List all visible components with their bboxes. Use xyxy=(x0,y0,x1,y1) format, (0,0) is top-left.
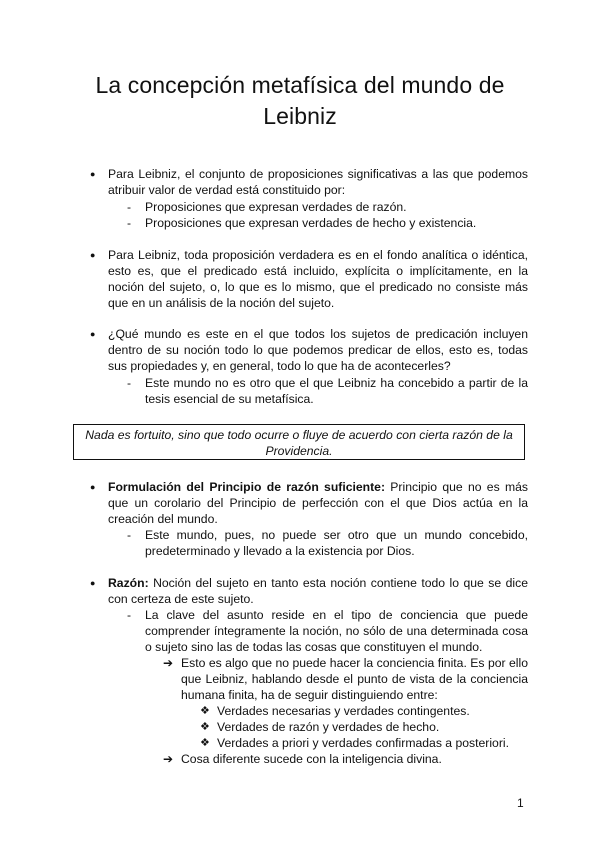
arrow-right-icon: ➔ xyxy=(163,656,174,670)
subitem-1-2: Proposiciones que expresan verdades de hecho y existencia. xyxy=(145,216,477,230)
diamond-item-3: Verdades a priori y verdades confirmadas a posteriori. xyxy=(217,736,509,750)
arrow-item-1: Esto es algo que no puede hacer la conciencia finita. Es por ello que Leibniz, hablando desde el punto de vista de la conciencia humana finita, ha de seguir distinguiendo entre: xyxy=(181,656,528,702)
bold-lead: Razón: xyxy=(108,576,149,590)
bold-lead: Formulación del Principio de razón suficiente: xyxy=(108,480,386,494)
page-number: 1 xyxy=(517,796,524,810)
paragraph-text: Noción del sujeto en tanto esta noción contiene todo lo que se dice con certeza de este sujeto. xyxy=(108,576,528,606)
paragraph-text: Principio que no es más que un corolario del Principio de perfección con el que Dios actúa en la creación del mundo. xyxy=(108,480,528,526)
paragraph-5 xyxy=(108,479,528,527)
bullet-icon: ● xyxy=(90,250,96,260)
paragraph-2: Para Leibniz, toda proposición verdadera es en el fondo analítica o idéntica, esto es, que el predicado está incluido, explícita o implícitamente, en la noción del sujeto, o, lo que es lo mismo, que el predicado no consiste más que en un análisis de la noción del sujeto. xyxy=(108,248,528,310)
bullet-icon: ● xyxy=(90,169,96,179)
dash-icon: - xyxy=(127,376,132,390)
subitem-5-1: Este mundo, pues, no puede ser otro que un mundo concebido, predeterminado y llevado a la existencia por Dios. xyxy=(145,528,528,558)
arrow-item-2: Cosa diferente sucede con la inteligencia divina. xyxy=(181,752,442,766)
dash-icon: - xyxy=(127,200,132,214)
quote-box: Nada es fortuito, sino que todo ocurre o fluye de acuerdo con cierta razón de la Providencia. xyxy=(73,424,525,460)
bullet-icon: ● xyxy=(90,482,96,492)
subitem-1-1: Proposiciones que expresan verdades de razón. xyxy=(145,200,407,214)
diamond-item-1: Verdades necesarias y verdades contingentes. xyxy=(217,704,470,718)
dash-icon: - xyxy=(127,216,132,230)
diamond-icon: ❖ xyxy=(200,721,210,733)
bullet-icon: ● xyxy=(90,329,96,339)
subitem-3-1: Este mundo no es otro que el que Leibniz ha concebido a partir de la tesis esencial de su metafísica. xyxy=(145,376,528,406)
paragraph-1: Para Leibniz, el conjunto de proposiciones significativas a las que podemos atribuir valor de verdad está constituido por: xyxy=(108,167,528,197)
subitem-6-1: La clave del asunto reside en el tipo de conciencia que puede comprender íntegramente la noción, no sólo de una determinada cosa o sujeto sino las de todas las cosas que constituyen el mundo. xyxy=(145,608,528,654)
dash-icon: - xyxy=(127,608,132,622)
paragraph-6 xyxy=(108,575,528,607)
diamond-item-2: Verdades de razón y verdades de hecho. xyxy=(217,720,440,734)
diamond-icon: ❖ xyxy=(200,705,210,717)
diamond-icon: ❖ xyxy=(200,737,210,749)
paragraph-3: ¿Qué mundo es este en el que todos los sujetos de predicación incluyen dentro de su noción todo lo que podemos predicar de ellos, esto es, todas sus propiedades y, en general, todo lo que ha de acontecerles? xyxy=(108,327,528,373)
dash-icon: - xyxy=(127,528,132,542)
page-title: La concepción metafísica del mundo de Leibniz xyxy=(95,72,505,129)
arrow-right-icon: ➔ xyxy=(163,752,174,766)
bullet-icon: ● xyxy=(90,578,96,588)
